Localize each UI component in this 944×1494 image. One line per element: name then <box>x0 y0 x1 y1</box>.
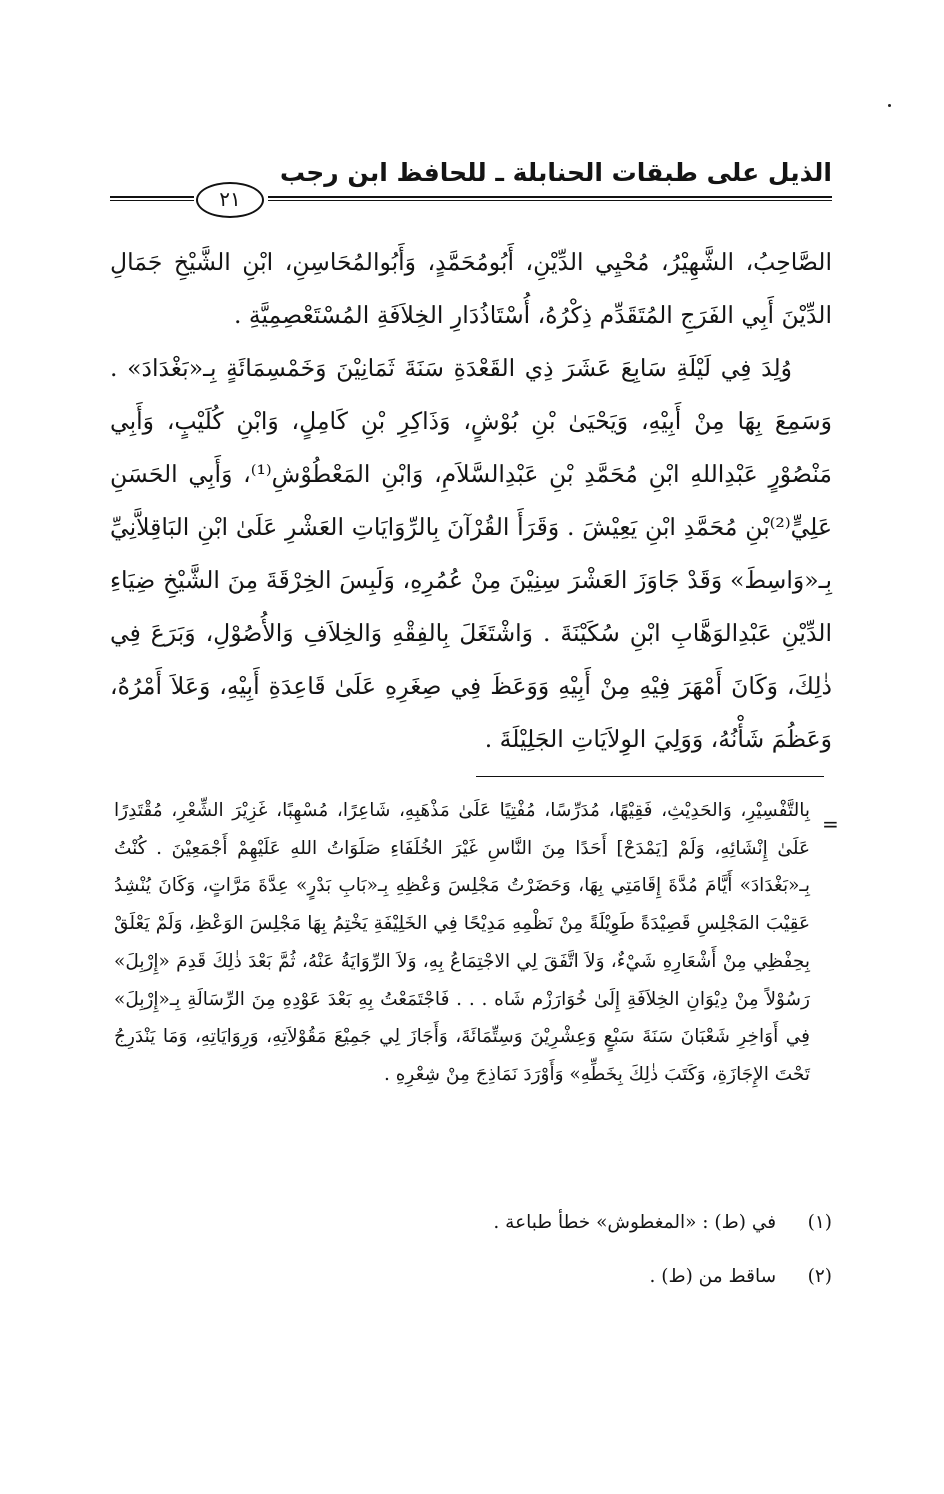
footnote-number: (٢) <box>807 1266 832 1287</box>
footnote-number: (١) <box>807 1212 832 1233</box>
main-paragraph: وُلِدَ فِي لَيْلَةِ سَابِعَ عَشَرَ ذِي القَعْدَةِ سَنَةَ ثَمَانِيْنَ وَخَمْسِمَائَةٍ بِـ«بَغْدَادَ» . وَسَمِعَ بِهَا مِنْ أَبِيْهِ، وَيَحْيَىٰ بْنِ بُوْشٍ، وَذَاكِرِ بْنِ كَامِلٍ، وَابْنِ كُلَيْبٍ، وَأَبِي مَنْصُوْرٍ عَبْدِاللهِ ابْنِ مُحَمَّدِ بْنِ عَبْدِالسَّلاَمِ، وَابْنِ المَعْطُوْشِ⁽¹⁾، وَأَبِي الحَسَنِ عَلِيٍّ⁽²⁾بْنِ مُحَمَّدِ ابْنِ يَعِيْشَ . وَقَرَأَ القُرْآنَ بِالرِّوَايَاتِ العَشْرِ عَلَىٰ ابْنِ البَاقِلاَّنِيِّ بِـ«وَاسِطَ» وَقَدْ جَاوَزَ العَشْرَ سِنِيْنَ مِنْ عُمُرِهِ، وَلَبِسَ الخِرْقَةَ مِنَ الشَّيْخِ ضِيَاءِ الدِّيْنِ عَبْدِالوَهَّابِ ابْنِ سُكَيْنَةَ . وَاشْتَغَلَ بِالفِقْهِ وَالخِلاَفِ وَالأُصُوْلِ، وَبَرَعَ فِي ذٰلِكَ، وَكَانَ أَمْهَرَ فِيْهِ مِنْ أَبِيْهِ وَوَعَظَ فِي صِغَرِهِ عَلَىٰ قَاعِدَةِ أَبِيْهِ، وَعَلاَ أَمْرُهُ، وَعَظُمَ شَأْنُهُ، وَوَلِيَ الوِلاَيَاتِ الجَلِيْلَةَ . <box>110 354 832 753</box>
footnote-continuation-text: بِالتَّفْسِيْرِ، وَالحَدِيْثِ، فَقِيْهًا، مُدَرِّسًا، مُفْتِيًا عَلَىٰ مَذْهَبِهِ، شَاعِرًا، مُسْهِبًا، غَزِيْرَ الشِّعْرِ، مُقْتَدِرًا عَلَىٰ إِنْشَائِهِ، وَلَمْ [يَمْدَحْ] أَحَدًا مِنَ النَّاسِ غَيْرَ الخُلَفَاءِ صَلَوَاتُ اللهِ عَلَيْهِمْ أَجْمَعِيْنَ . كُنْتُ بِـ«بَغْدَادَ» أَيَّامَ مُدَّةَ إِقَامَتِي بِهَا، وَحَضَرْتُ مَجْلِسَ وَعْظِهِ بِـ«بَابِ بَدْرٍ» عِدَّةَ مَرَّاتٍ، وَكَانَ يُنْشِدُ عَقِيْبَ المَجْلِسِ قَصِيْدَةً طَوِيْلَةً مِنْ نَظْمِهِ مَدِيْحًا فِي الخَلِيْفَةِ يَخْتِمُ بِهَا مَجْلِسَ الوَعْظِ، وَلَمْ يَعْلَقْ بِحِفْظِي مِنْ أَشْعَارِهِ شَيْءٌ، وَلاَ اتَّفَقَ لِي الاجْتِمَاعُ بِهِ، وَلاَ الرِّوَايَةُ عَنْهُ، ثُمَّ بَعْدَ ذٰلِكَ قَدِمَ «إِرْبِلَ» رَسُوْلاً مِنْ دِيْوَانِ الخِلاَفَةِ إِلَىٰ خُوَارَزْم شَاه . . . فَاجْتَمَعْتُ بِهِ بَعْدَ عَوْدِهِ مِنَ الرِّسَالَةِ بِـ«إِرْبِلَ» فِي أَوَاخِرِ شَعْبَانَ سَنَةَ سَبْعٍ وَعِشْرِيْنَ وَسِتِّمَائَةَ، وَأَجَازَ لِي جَمِيْعَ مَقُوْلاَتِهِ، وَرِوَايَاتِهِ، وَمَا يَنْدَرِجُ تَحْتَ الإِجَازَةِ، وَكَتَبَ ذٰلِكَ بِخَطِّهِ» وَأَوْرَدَ نَمَاذِجَ مِنْ شِعْرِهِ . <box>114 800 810 1085</box>
footnote-continuation <box>114 792 810 1094</box>
scan-dot <box>888 104 891 107</box>
footnote-text: في (ط) : «المغطوش» خطأ طباعة . <box>493 1212 777 1233</box>
main-paragraph: الصَّاحِبُ، الشَّهِيْرُ، مُحْيِي الدِّيْنِ، أَبُومُحَمَّدٍ، وَأَبُوالمُحَاسِنِ، ابْنِ الشَّيْخِ جَمَالِ الدِّيْنَ أَبِي الفَرَجِ المُتَقَدِّم ذِكْرُهُ، أُسْتَاذُدَارِ الخِلاَفَةِ المُسْتَعْصِمِيَّةِ . <box>110 248 832 329</box>
header-rule-left <box>110 196 194 201</box>
footnote-2 <box>112 1262 832 1292</box>
footnote-continuation-marker: = <box>822 812 839 836</box>
header-rule-right <box>268 196 832 201</box>
footnote-separator <box>476 776 824 777</box>
page-number: ٢١ <box>196 182 264 218</box>
footnote-text: ساقط من (ط) . <box>649 1266 777 1287</box>
main-text <box>110 236 832 766</box>
running-title: الذيل على طبقات الحنابلة ـ للحافظ ابن رجب <box>279 158 832 187</box>
footnote-1 <box>112 1208 832 1238</box>
